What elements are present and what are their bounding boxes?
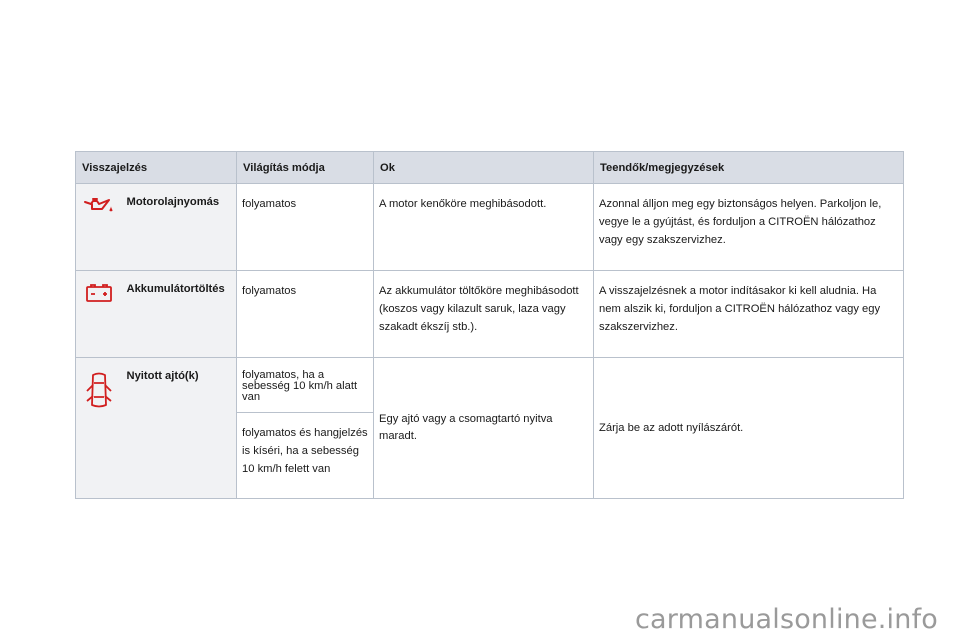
table-row — [76, 184, 904, 271]
table-header-row — [76, 152, 904, 184]
header-mode: Világítás módja — [237, 152, 374, 184]
action-text: A visszajelzésnek a motor indításakor ki kell aludnia. Ha nem alszik ki, forduljon a CITROËN hálózathoz vagy egy szakszervizhez. — [594, 271, 904, 358]
lighting-mode: folyamatos, ha a sebesség 10 km/h alatt van — [237, 358, 374, 413]
header-indicator: Visszajelzés — [76, 152, 237, 184]
header-action: Teendők/megjegyzések — [594, 152, 904, 184]
lighting-mode: folyamatos — [237, 184, 374, 271]
icon-cell — [76, 358, 123, 499]
icon-cell — [76, 184, 123, 271]
oil-can-icon — [77, 196, 122, 214]
header-cause: Ok — [374, 152, 594, 184]
watermark: carmanualsonline.info — [635, 604, 938, 635]
cause-text: A motor kenőköre meghibásodott. — [374, 184, 594, 271]
action-text: Azonnal álljon meg egy biztonságos helyen. Parkoljon le, vegye le a gyújtást, és forduljon a CITROËN hálózathoz vagy egy szakszervizhez. — [594, 184, 904, 271]
open-door-car-icon — [77, 370, 122, 410]
indicator-name: Akkumulátortöltés — [123, 271, 237, 358]
cause-text: Egy ajtó vagy a csomagtartó nyitva maradt. — [374, 358, 594, 499]
warning-lights-table — [75, 151, 904, 499]
lighting-mode: folyamatos és hangjelzés is kíséri, ha a sebesség 10 km/h felett van — [237, 413, 374, 499]
indicator-name: Nyitott ajtó(k) — [123, 358, 237, 499]
lighting-mode: folyamatos — [237, 271, 374, 358]
icon-cell — [76, 271, 123, 358]
table-row — [76, 358, 904, 413]
battery-icon — [77, 283, 122, 303]
action-text: Zárja be az adott nyílászárót. — [594, 358, 904, 499]
cause-text: Az akkumulátor töltőköre meghibásodott (koszos vagy kilazult saruk, laza vagy szakadt ékszíj stb.). — [374, 271, 594, 358]
table-row — [76, 271, 904, 358]
indicator-name: Motorolajnyomás — [123, 184, 237, 271]
